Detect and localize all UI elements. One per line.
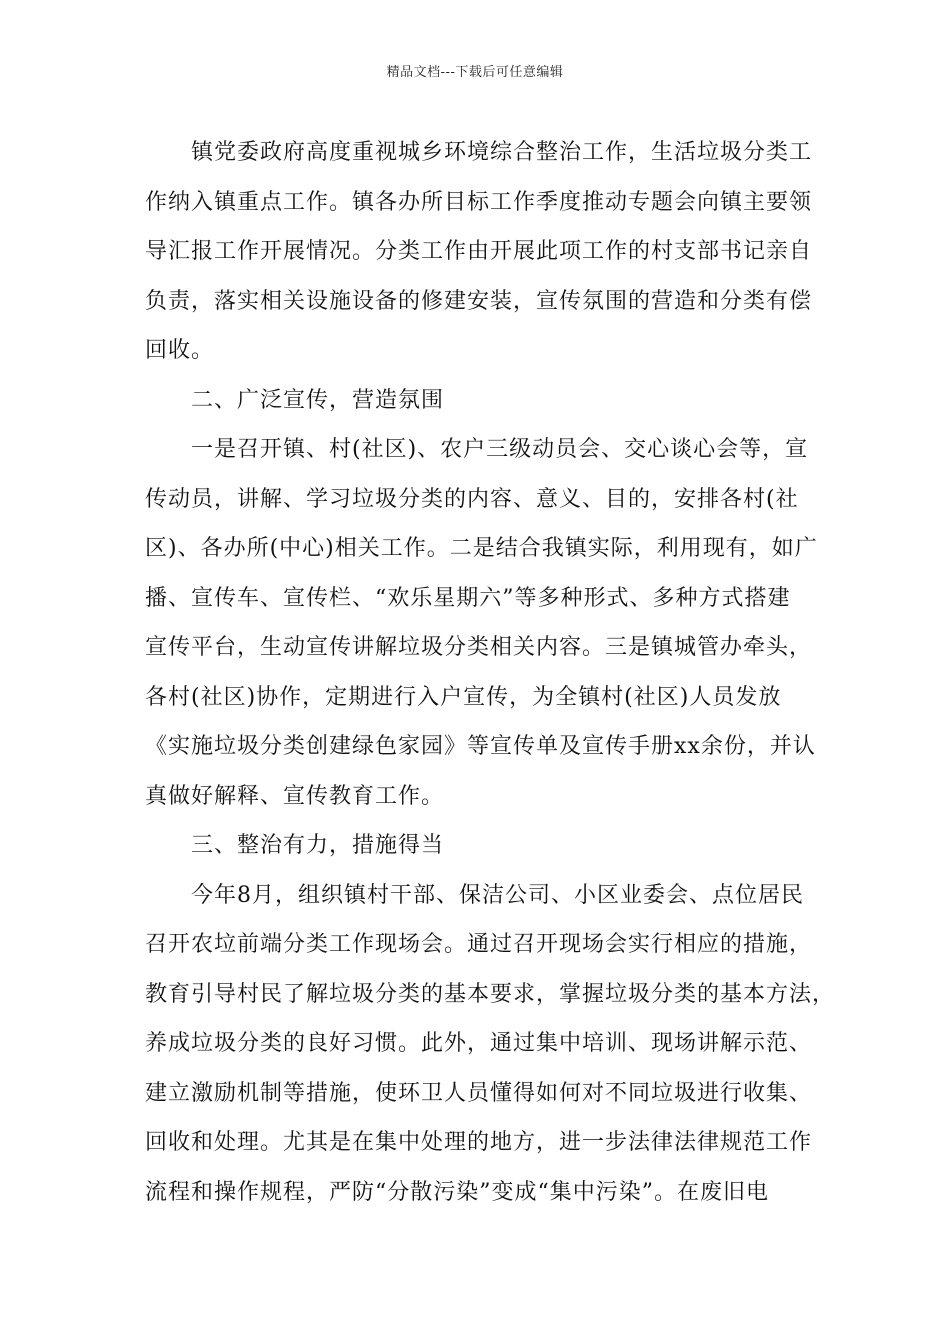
section-heading: 二、广泛宣传，营造氛围 [191, 387, 445, 413]
text-line: 教育引导村民了解垃圾分类的基本要求，掌握垃圾分类的基本方法， [145, 981, 836, 1007]
text-line: 真做好解释、宣传教育工作。 [145, 783, 445, 809]
text-line: 回收和处理。尤其是在集中处理的地方，进一步法律法律规范工作 [145, 1130, 813, 1155]
text-line: 召开农垃前端分类工作现场会。通过召开现场会实行相应的措施， [145, 932, 813, 957]
text-line: 今年8月，组织镇村干部、保洁公司、小区业委会、点位居民 [191, 882, 804, 908]
text-line: 镇党委政府高度重视城乡环境综合整治工作，生活垃圾分类工 [191, 140, 813, 165]
section-heading: 三、整治有力，措施得当 [191, 833, 445, 858]
text-line: 导汇报工作开展情况。分类工作由开展此项工作的村支部书记亲自 [145, 239, 813, 264]
text-line: 区)、各办所(中心)相关工作。二是结合我镇实际，利用现有，如广 [145, 536, 818, 561]
text-line: 《实施垃圾分类创建绿色家园》等宣传单及宣传手册xx余份，并认 [145, 734, 816, 759]
text-line: 传动员，讲解、学习垃圾分类的内容、意义、目的，安排各村(社 [145, 486, 799, 512]
document-body [145, 128, 836, 1217]
text-line: 宣传平台，生动宣传讲解垃圾分类相关内容。三是镇城管办牵头， [145, 635, 813, 660]
text-line: 养成垃圾分类的良好习惯。此外，通过集中培训、现场讲解示范、 [145, 1031, 813, 1056]
text-line: 负责，落实相关设施设备的修建安装，宣传氛围的营造和分类有偿 [145, 288, 813, 314]
text-line: 回收。 [145, 338, 215, 363]
text-line: 建立激励机制等措施，使环卫人员懂得如何对不同垃圾进行收集、 [145, 1080, 813, 1106]
text-line: 流程和操作规程，严防“分散污染”变成“集中污染”。在废旧电 [145, 1179, 769, 1205]
page-header: 精品文档---下载后可任意编辑 [386, 65, 564, 80]
text-line: 播、宣传车、宣传栏、“欢乐星期六”等多种形式、多种方式搭建 [145, 585, 791, 611]
text-line: 各村(社区)协作，定期进行入户宣传，为全镇村(社区)人员发放 [145, 684, 782, 710]
text-line: 一是召开镇、村(社区)、农户三级动员会、交心谈心会等，宣 [191, 437, 809, 462]
text-line: 作纳入镇重点工作。镇各办所目标工作季度推动专题会向镇主要领 [145, 189, 813, 215]
